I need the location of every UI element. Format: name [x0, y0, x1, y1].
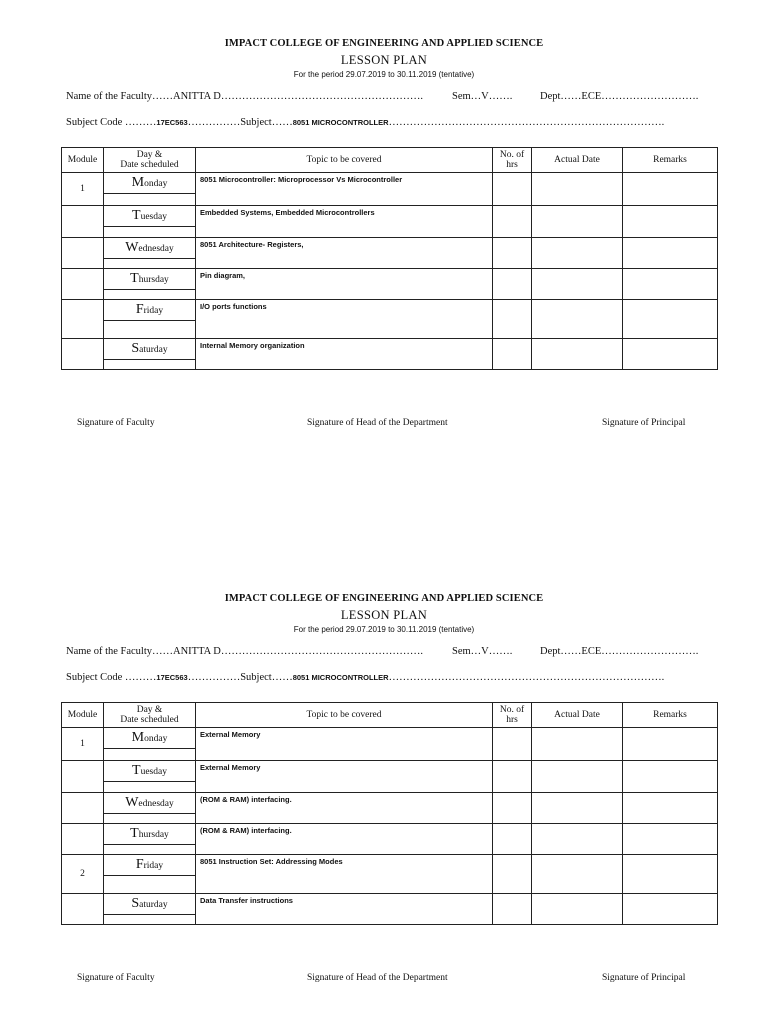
- day-initial: F: [135, 857, 144, 872]
- faculty-line: [66, 91, 423, 102]
- day-initial: S: [131, 341, 140, 356]
- day-cell: [104, 238, 196, 269]
- lesson-table: [61, 147, 718, 370]
- hrs-cell: [493, 173, 532, 206]
- actual-date-cell: [532, 269, 623, 300]
- sem-dots: …….: [488, 646, 513, 657]
- day-header-line2: Date scheduled: [120, 715, 179, 725]
- topic-cell: Data Transfer instructions: [196, 894, 493, 925]
- day-rest: aturday: [139, 345, 168, 355]
- module-cell: 2: [62, 855, 104, 894]
- sem-line: [452, 646, 512, 657]
- remarks-cell: [623, 761, 718, 793]
- table-row: [62, 894, 718, 925]
- topic-cell: 8051 Instruction Set: Addressing Modes: [196, 855, 493, 894]
- table-row: [62, 173, 718, 206]
- actual-date-header: Actual Date: [532, 703, 623, 728]
- day-name: [104, 793, 195, 814]
- topic-header: Topic to be covered: [196, 703, 493, 728]
- day-name: [104, 728, 195, 749]
- day-name: [104, 206, 195, 227]
- module-cell: [62, 300, 104, 339]
- faculty-label: Name of the Faculty: [66, 646, 153, 657]
- dept-label: Dept……: [540, 91, 582, 102]
- topic-cell: External Memory: [196, 728, 493, 761]
- day-header-line1: Day &: [136, 705, 163, 715]
- table-row: [62, 300, 718, 339]
- day-cell: [104, 761, 196, 793]
- subject-code-label: Subject Code ………: [66, 117, 157, 128]
- principal-signature: Signature of Principal: [602, 418, 686, 428]
- hrs-header: [493, 703, 532, 728]
- subject-name: 8051 MICROCONTROLLER: [292, 118, 389, 127]
- day-cell: [104, 793, 196, 824]
- remarks-cell: [623, 339, 718, 370]
- actual-date-cell: [532, 855, 623, 894]
- dept-dots: ……………………….: [601, 91, 699, 102]
- day-cell: [104, 894, 196, 925]
- remarks-cell: [623, 793, 718, 824]
- topic-cell: (ROM & RAM) interfacing.: [196, 793, 493, 824]
- day-initial: S: [131, 896, 140, 911]
- table-header-row: [62, 148, 718, 173]
- day-cell: [104, 824, 196, 855]
- hrs-header-line2: hrs: [506, 160, 518, 170]
- table-row: [62, 793, 718, 824]
- sem-value: V: [481, 91, 489, 102]
- faculty-signature: Signature of Faculty: [77, 973, 155, 983]
- topic-cell: Pin diagram,: [196, 269, 493, 300]
- faculty-dots-pre: ……: [152, 646, 174, 657]
- subject-code: 17EC563: [156, 673, 188, 682]
- actual-date-cell: [532, 761, 623, 793]
- day-name: [104, 339, 195, 360]
- hrs-cell: [493, 855, 532, 894]
- module-cell: [62, 269, 104, 300]
- sem-label: Sem…: [452, 91, 482, 102]
- day-initial: F: [135, 302, 144, 317]
- module-header: Module: [62, 703, 104, 728]
- topic-cell: I/O ports functions: [196, 300, 493, 339]
- day-initial: W: [125, 795, 139, 810]
- day-name: [104, 824, 195, 845]
- hrs-cell: [493, 339, 532, 370]
- hrs-header-line1: No. of: [499, 705, 525, 715]
- day-initial: W: [125, 240, 139, 255]
- table-row: [62, 339, 718, 370]
- period-text: For the period 29.07.2019 to 30.11.2019 (tentative): [293, 70, 475, 79]
- table-header-row: [62, 703, 718, 728]
- subject-dots: …………………………………………………………………….: [388, 672, 665, 683]
- hrs-cell: [493, 300, 532, 339]
- subject-mid: ……………Subject……: [187, 117, 293, 128]
- hrs-cell: [493, 238, 532, 269]
- topic-cell: Internal Memory organization: [196, 339, 493, 370]
- day-rest: ednesday: [138, 244, 174, 254]
- hrs-cell: [493, 269, 532, 300]
- table-row: [62, 824, 718, 855]
- remarks-cell: [623, 824, 718, 855]
- faculty-dots-pre: ……: [152, 91, 174, 102]
- actual-date-cell: [532, 173, 623, 206]
- day-rest: hursday: [138, 830, 169, 840]
- remarks-cell: [623, 300, 718, 339]
- faculty-dots: ………………………………………………….: [220, 91, 424, 102]
- table-row: [62, 206, 718, 238]
- sem-label: Sem…: [452, 646, 482, 657]
- day-rest: onday: [144, 734, 168, 744]
- remarks-cell: [623, 206, 718, 238]
- hod-signature: Signature of Head of the Department: [307, 973, 448, 983]
- module-cell: [62, 894, 104, 925]
- table-row: [62, 728, 718, 761]
- module-cell: 1: [62, 728, 104, 761]
- topic-cell: (ROM & RAM) interfacing.: [196, 824, 493, 855]
- day-name: [104, 761, 195, 782]
- module-cell: [62, 206, 104, 238]
- day-rest: riday: [143, 306, 164, 316]
- actual-date-cell: [532, 206, 623, 238]
- actual-date-cell: [532, 793, 623, 824]
- day-name: [104, 855, 195, 876]
- remarks-cell: [623, 238, 718, 269]
- faculty-line: [66, 646, 423, 657]
- dept-line: [540, 91, 698, 102]
- hrs-cell: [493, 728, 532, 761]
- day-initial: T: [130, 271, 139, 286]
- actual-date-cell: [532, 824, 623, 855]
- hrs-cell: [493, 206, 532, 238]
- day-rest: ednesday: [138, 799, 174, 809]
- faculty-name: ANITTA D: [173, 646, 221, 657]
- module-cell: [62, 793, 104, 824]
- table-row: [62, 269, 718, 300]
- day-rest: uesday: [140, 767, 167, 777]
- day-cell: [104, 855, 196, 894]
- day-cell: [104, 173, 196, 206]
- sem-line: [452, 91, 512, 102]
- day-cell: [104, 728, 196, 761]
- day-rest: hursday: [138, 275, 169, 285]
- module-cell: [62, 339, 104, 370]
- table-row: [62, 238, 718, 269]
- subject-mid: ……………Subject……: [187, 672, 293, 683]
- day-initial: M: [131, 730, 145, 745]
- subject-line: [66, 672, 664, 683]
- hrs-header-line1: No. of: [499, 150, 525, 160]
- period-text: For the period 29.07.2019 to 30.11.2019 (tentative): [293, 625, 475, 634]
- day-cell: [104, 339, 196, 370]
- sem-value: V: [481, 646, 489, 657]
- faculty-signature: Signature of Faculty: [77, 418, 155, 428]
- dept-value: ECE: [581, 646, 602, 657]
- day-header: [104, 148, 196, 173]
- topic-cell: 8051 Architecture- Registers,: [196, 238, 493, 269]
- dept-line: [540, 646, 698, 657]
- hrs-cell: [493, 894, 532, 925]
- actual-date-cell: [532, 238, 623, 269]
- faculty-dots: ………………………………………………….: [220, 646, 424, 657]
- day-cell: [104, 206, 196, 238]
- module-cell: 1: [62, 173, 104, 206]
- topic-cell: 8051 Microcontroller: Microprocessor Vs Microcontroller: [196, 173, 493, 206]
- subject-line: [66, 117, 664, 128]
- day-initial: T: [132, 208, 141, 223]
- actual-date-cell: [532, 728, 623, 761]
- day-initial: M: [131, 175, 145, 190]
- day-cell: [104, 269, 196, 300]
- lesson-plan-title: LESSON PLAN: [340, 608, 428, 622]
- hrs-cell: [493, 793, 532, 824]
- dept-value: ECE: [581, 91, 602, 102]
- remarks-cell: [623, 269, 718, 300]
- remarks-cell: [623, 855, 718, 894]
- day-name: [104, 894, 195, 915]
- remarks-header: Remarks: [623, 148, 718, 173]
- remarks-cell: [623, 728, 718, 761]
- subject-name: 8051 MICROCONTROLLER: [292, 673, 389, 682]
- dept-label: Dept……: [540, 646, 582, 657]
- remarks-cell: [623, 894, 718, 925]
- subject-code-label: Subject Code ………: [66, 672, 157, 683]
- college-name: IMPACT COLLEGE OF ENGINEERING AND APPLIED SCIENCE: [224, 38, 544, 49]
- faculty-name: ANITTA D: [173, 91, 221, 102]
- hrs-cell: [493, 761, 532, 793]
- topic-cell: External Memory: [196, 761, 493, 793]
- principal-signature: Signature of Principal: [602, 973, 686, 983]
- module-cell: [62, 238, 104, 269]
- hrs-header-line2: hrs: [506, 715, 518, 725]
- day-name: [104, 173, 195, 194]
- sem-dots: …….: [488, 91, 513, 102]
- actual-date-cell: [532, 339, 623, 370]
- day-rest: aturday: [139, 900, 168, 910]
- module-header: Module: [62, 148, 104, 173]
- day-initial: T: [130, 826, 139, 841]
- hod-signature: Signature of Head of the Department: [307, 418, 448, 428]
- day-header-line1: Day &: [136, 150, 163, 160]
- day-rest: onday: [144, 179, 168, 189]
- college-name: IMPACT COLLEGE OF ENGINEERING AND APPLIED SCIENCE: [224, 593, 544, 604]
- actual-date-cell: [532, 300, 623, 339]
- day-header: [104, 703, 196, 728]
- module-cell: [62, 761, 104, 793]
- day-rest: uesday: [140, 212, 167, 222]
- lesson-plan-title: LESSON PLAN: [340, 53, 428, 67]
- hrs-cell: [493, 824, 532, 855]
- table-row: [62, 855, 718, 894]
- subject-dots: …………………………………………………………………….: [388, 117, 665, 128]
- day-header-line2: Date scheduled: [120, 160, 179, 170]
- day-rest: riday: [143, 861, 164, 871]
- topic-header: Topic to be covered: [196, 148, 493, 173]
- day-name: [104, 269, 195, 290]
- day-initial: T: [132, 763, 141, 778]
- subject-code: 17EC563: [156, 118, 188, 127]
- module-cell: [62, 824, 104, 855]
- table-row: [62, 761, 718, 793]
- lesson-table: [61, 702, 718, 925]
- topic-cell: Embedded Systems, Embedded Microcontrollers: [196, 206, 493, 238]
- remarks-cell: [623, 173, 718, 206]
- faculty-label: Name of the Faculty: [66, 91, 153, 102]
- remarks-header: Remarks: [623, 703, 718, 728]
- day-cell: [104, 300, 196, 339]
- day-name: [104, 300, 195, 321]
- day-name: [104, 238, 195, 259]
- hrs-header: [493, 148, 532, 173]
- dept-dots: ……………………….: [601, 646, 699, 657]
- actual-date-header: Actual Date: [532, 148, 623, 173]
- actual-date-cell: [532, 894, 623, 925]
